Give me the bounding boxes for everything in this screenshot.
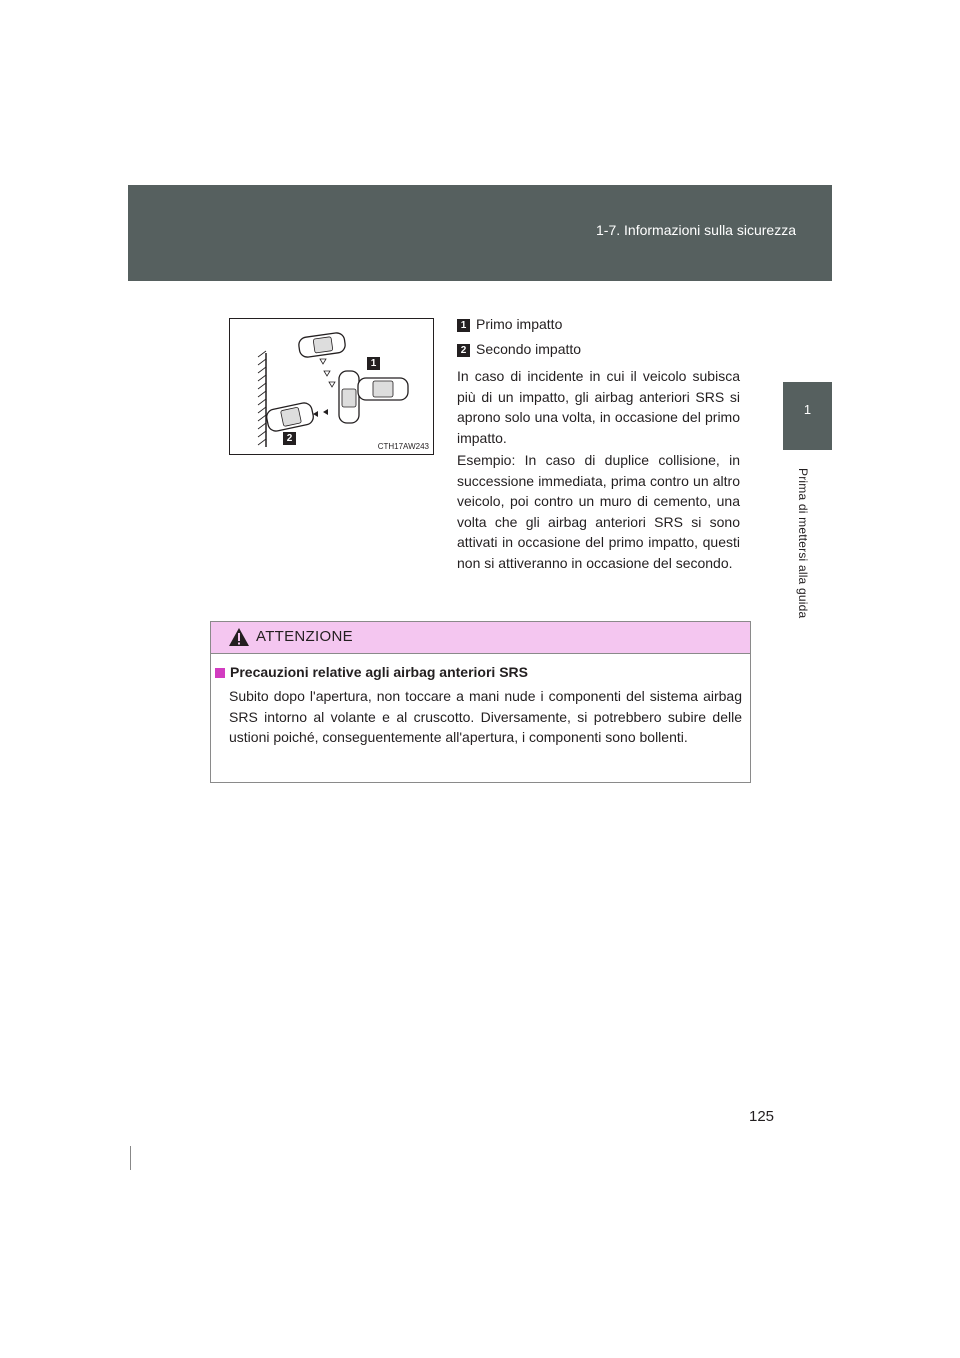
edge-mark [130, 1146, 131, 1170]
warning-header [211, 622, 750, 654]
section-title: 1-7. Informazioni sulla sicurezza [596, 222, 796, 238]
chapter-label: Prima di mettersi alla guida [796, 468, 810, 619]
paragraph-1: In caso di incidente in cui il veicolo subisca più di un impatto, gli airbag anteriori SRS si aprono solo una volta, in occasione del primo impatto. [457, 368, 740, 446]
figure-code: CTH17AW243 [377, 442, 429, 451]
section-header [128, 185, 832, 281]
figure-badge-2: 2 [283, 432, 296, 445]
collision-illustration [229, 318, 434, 455]
legend-text: Primo impatto [476, 316, 563, 332]
bullet-square-icon [215, 668, 225, 678]
legend-badge: 1 [457, 319, 470, 332]
figure-badge-1: 1 [367, 357, 380, 370]
warning-subtitle [215, 664, 528, 680]
legend-text: Secondo impatto [476, 341, 582, 357]
chapter-number: 1 [803, 402, 812, 417]
warning-title: ATTENZIONE [256, 628, 353, 645]
warning-triangle-icon [228, 627, 250, 647]
chapter-tab [783, 382, 832, 450]
collision-drawing [230, 319, 435, 456]
warning-text: Subito dopo l'apertura, non toccare a mani nude i componenti del sistema airbag SRS intorno al volante e al cruscotto. Diversamente, si potrebbero subire delle ustioni poiché, conseguentemente all'apertura, i componenti sono bollenti. [229, 688, 742, 745]
page-number: 125 [749, 1108, 775, 1125]
warning-box [210, 621, 751, 783]
legend-item-2 [457, 341, 581, 357]
legend-badge: 2 [457, 344, 470, 357]
warning-subtitle-text: Precauzioni relative agli airbag anteriori SRS [230, 664, 528, 680]
legend-item-1 [457, 316, 562, 332]
paragraph-2: Esempio: In caso di duplice collisione, in successione immediata, prima contro un altro veicolo, poi contro un muro di cemento, una volta che gli airbag anteriori SRS si sono attivati in occasione del primo impatto, questi non si attiveranno in occasione del secondo. [457, 452, 740, 571]
